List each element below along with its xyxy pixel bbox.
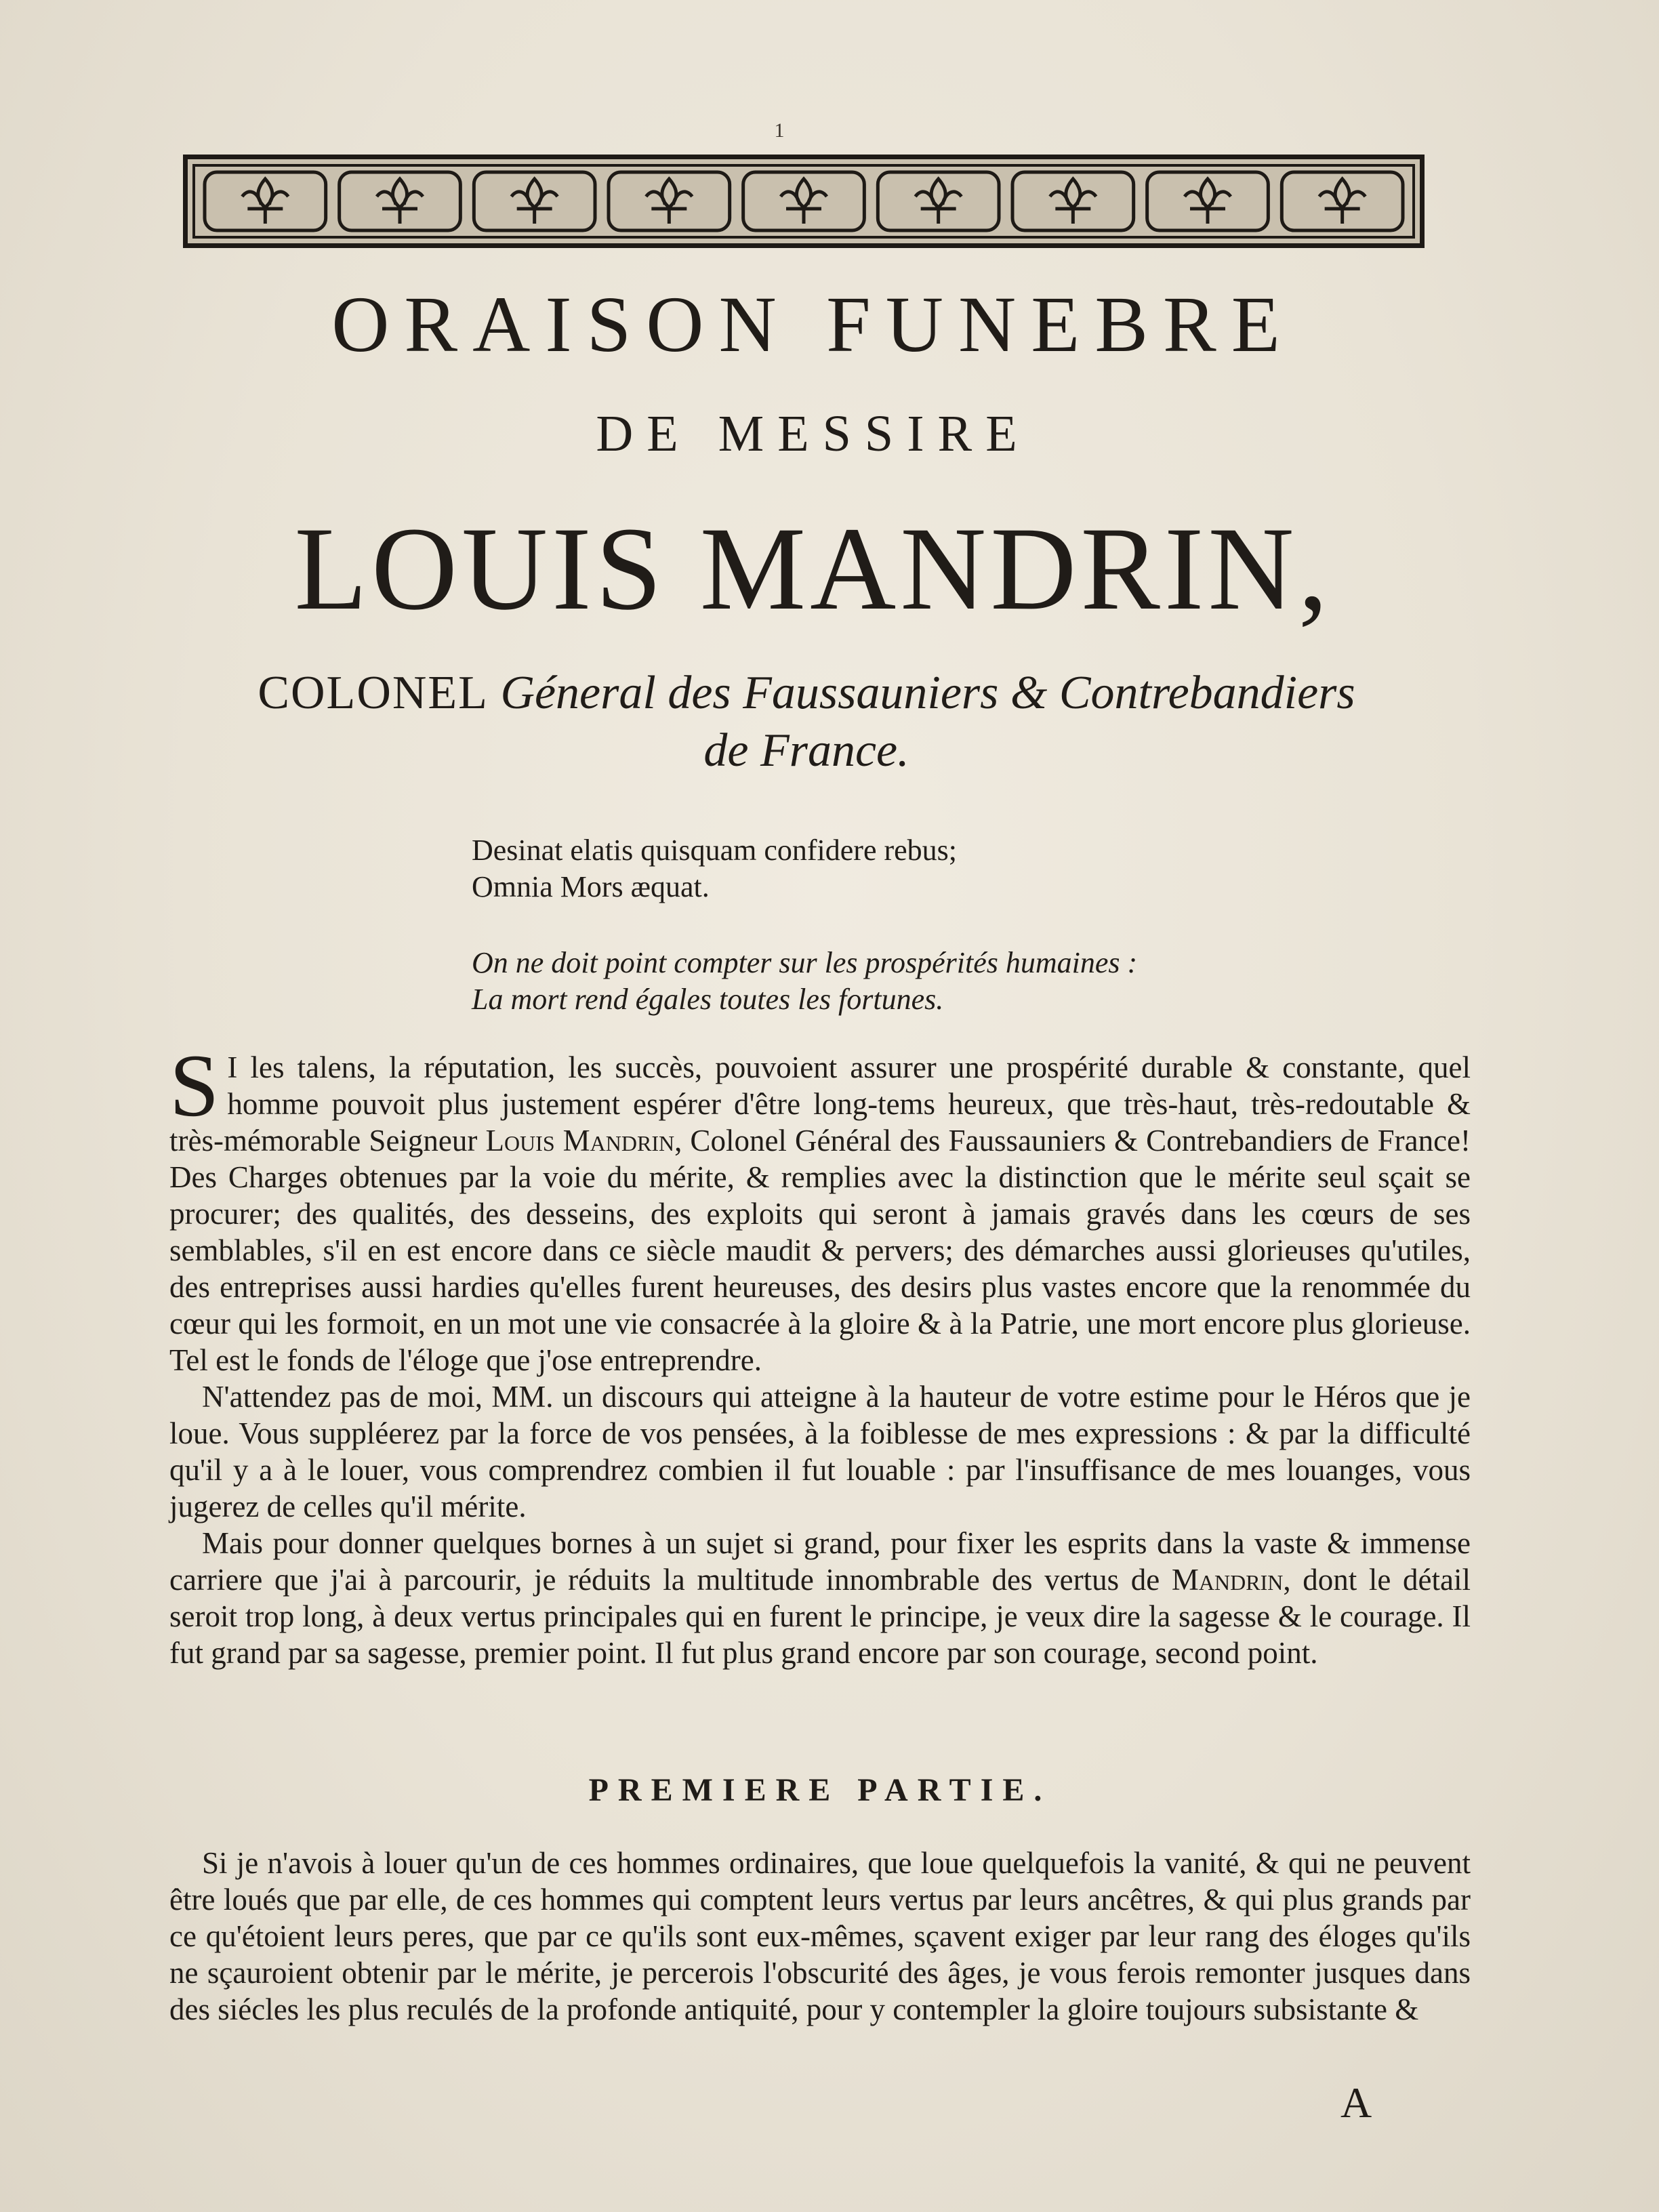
drop-cap: S <box>169 1036 220 1135</box>
signature-mark: A <box>1340 2078 1372 2127</box>
honoree-name: LOUIS MANDRIN, <box>294 503 1332 635</box>
latin-epigraph-line: Omnia Mors æquat. <box>472 870 710 903</box>
french-epigraph-line: La mort rend égales toutes les fortunes. <box>472 983 944 1016</box>
page-number: 1 <box>774 119 785 142</box>
french-epigraph-line: On ne doit point compter sur les prospérités humaines : <box>472 946 1138 979</box>
fleur-de-lis-ornament-band <box>183 155 1425 248</box>
section-heading: PREMIERE PARTIE. <box>588 1772 1052 1808</box>
rank-caps: COLONEL <box>258 667 489 719</box>
introduction-text <box>169 1036 1471 1671</box>
paragraph-2: N'attendez pas de moi, MM. un discours qui atteigne à la hauteur de votre estime pour le Héros que je loue. Vous suppléerez par la force de vos pensées, à la foiblesse de mes expressions : & par la difficulté qu'il y a à le louer, vous comprendrez combien il fut louable : par l'insuffisance de mes louanges, vous jugerez de celles qu'il mérite. <box>169 1380 1471 1523</box>
rank-line-1 <box>169 664 1443 722</box>
paragraph-text: , dont le détail seroit trop long, à deux vertus principales qui en furent le principe, je veux dire la sagesse & le courage. Il fut grand par sa sagesse, premier point. Il fut plus grand encore par son courage, second point. <box>169 1563 1471 1670</box>
latin-epigraph-line: Desinat elatis quisquam confidere rebus; <box>472 834 958 867</box>
latin-epigraph <box>472 832 1312 905</box>
oration-title: ORAISON FUNEBRE <box>331 280 1295 369</box>
oration-subtitle: DE MESSIRE <box>596 405 1031 462</box>
paragraph-text: Mais pour donner quelques bornes à un sujet si grand, pour fixer les esprits dans la vaste & immense carriere que j'ai à parcourir, je réduits la multitude innombrable des vertus de <box>169 1526 1471 1597</box>
honoree-name-inline: Louis Mandrin <box>485 1124 675 1158</box>
rank-line-2: de France. <box>703 724 909 777</box>
paragraph-4: Si je n'avois à louer qu'un de ces hommes ordinaires, que loue quelquefois la vanité, & qui ne peuvent être loués que par elle, de ces hommes qui comptent leurs vertus par leurs ancêtres, & qui plus grands par ce qu'étoient leurs peres, que par ce qu'ils sont eux-mêmes, sçavent exiger par leur rang des éloges qu'ils ne sçauroient obtenir par le mérite, je percerois l'obscurité des âges, je vous ferois remonter jusques dans des siécles les plus reculés de la profonde antiquité, pour y contempler la gloire toujours subsistante & <box>169 1846 1471 2026</box>
paragraph-text: , Colonel Général des Faussauniers & Contrebandiers de France! Des Charges obtenues par la voie du mérite, & remplies avec la distinction que le mérite seul sçait se procurer; des qualités, des desseins, des exploits qui seront à jamais gravés dans les cœurs de ses semblables, s'il en est encore dans ce siècle maudit & pervers; des démarches aussi glorieuses qu'utiles, des entreprises aussi hardies qu'elles furent heureuses, des desirs plus vastes encore que la renommée du cœur qui les formoit, en un mot une vie consacrée à la gloire & à la Patrie, une mort encore plus glorieuse. Tel est le fonds de l'éloge que j'ose entreprendre. <box>169 1124 1471 1377</box>
french-epigraph <box>472 945 1312 1018</box>
honoree-name-inline: Mandrin <box>1171 1563 1284 1597</box>
rank-text: Géneral des Faussauniers & Contrebandiers <box>488 667 1355 719</box>
paragraph-text: I les talens, la réputation, les succès, pouvoient assurer une prospérité durable & constante, quel homme pouvoit plus justement espérer d'être long-tems heureux, que très-haut, très-redoutable & très-mémorable Seigneur <box>169 1050 1471 1158</box>
paragraph-3 <box>169 1525 1471 1671</box>
honoree-rank <box>169 664 1443 780</box>
paragraph-1 <box>169 1036 1471 1378</box>
first-part-text <box>169 1845 1471 2028</box>
